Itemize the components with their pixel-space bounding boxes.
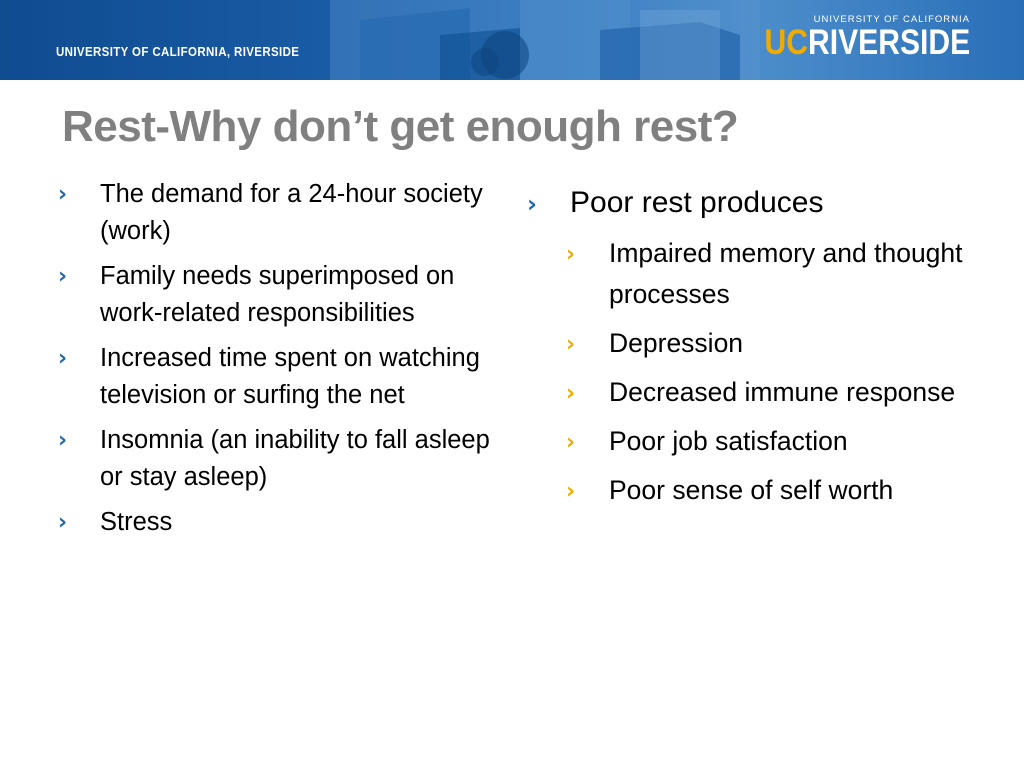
sub-list-item xyxy=(566,372,997,413)
sub-list-item xyxy=(566,421,997,462)
right-bullet-list xyxy=(527,183,997,519)
sub-list-item xyxy=(566,470,997,511)
list-item-text: The demand for a 24-hour society (work) xyxy=(100,180,483,245)
logo-riverside-text: RIVERSIDE xyxy=(807,23,970,62)
slide-title: Rest-Why don’t get enough rest? xyxy=(62,102,739,151)
list-heading-text: Poor rest produces xyxy=(570,186,824,219)
sub-bullet-list xyxy=(527,233,997,511)
list-item xyxy=(58,340,498,414)
logo-tagline: UNIVERSITY OF CALIFORNIA xyxy=(813,14,970,25)
sub-list-item-text: Poor sense of self worth xyxy=(609,475,894,505)
list-item xyxy=(58,258,498,332)
chevron-right-icon: › xyxy=(58,510,68,535)
ucr-logo xyxy=(750,14,970,66)
chevron-right-icon: › xyxy=(527,190,537,218)
logo-uc-text: UC xyxy=(764,23,808,62)
sub-list-item-text: Poor job satisfaction xyxy=(609,426,848,456)
list-item xyxy=(58,504,498,541)
header-banner xyxy=(0,0,1024,80)
left-bullet-list xyxy=(58,176,498,549)
sub-list-item-text: Decreased immune response xyxy=(609,377,956,407)
chevron-right-icon: › xyxy=(58,264,68,289)
logo-wordmark xyxy=(764,25,970,61)
sub-list-item xyxy=(566,233,997,315)
list-item-text: Family needs superimposed on work-related responsibilities xyxy=(100,262,455,327)
chevron-right-icon: › xyxy=(566,479,576,504)
sub-list-item-text: Depression xyxy=(609,328,744,358)
sub-list-item-text: Impaired memory and thought processes xyxy=(609,238,963,309)
chevron-right-icon: › xyxy=(58,182,68,207)
chevron-right-icon: › xyxy=(566,381,576,406)
chevron-right-icon: › xyxy=(58,346,68,371)
list-item xyxy=(58,176,498,250)
chevron-right-icon: › xyxy=(566,242,576,267)
institution-name: UNIVERSITY OF CALIFORNIA, RIVERSIDE xyxy=(56,45,300,59)
list-item-heading xyxy=(527,183,997,223)
list-item xyxy=(58,422,498,496)
sub-list-container xyxy=(527,233,997,511)
list-item-text: Insomnia (an inability to fall asleep or stay asleep) xyxy=(100,426,490,491)
list-item-text: Increased time spent on watching television or surfing the net xyxy=(100,344,480,409)
list-item-text: Stress xyxy=(100,508,173,536)
sub-list-item xyxy=(566,323,997,364)
chevron-right-icon: › xyxy=(58,428,68,453)
chevron-right-icon: › xyxy=(566,332,576,357)
chevron-right-icon: › xyxy=(566,430,576,455)
